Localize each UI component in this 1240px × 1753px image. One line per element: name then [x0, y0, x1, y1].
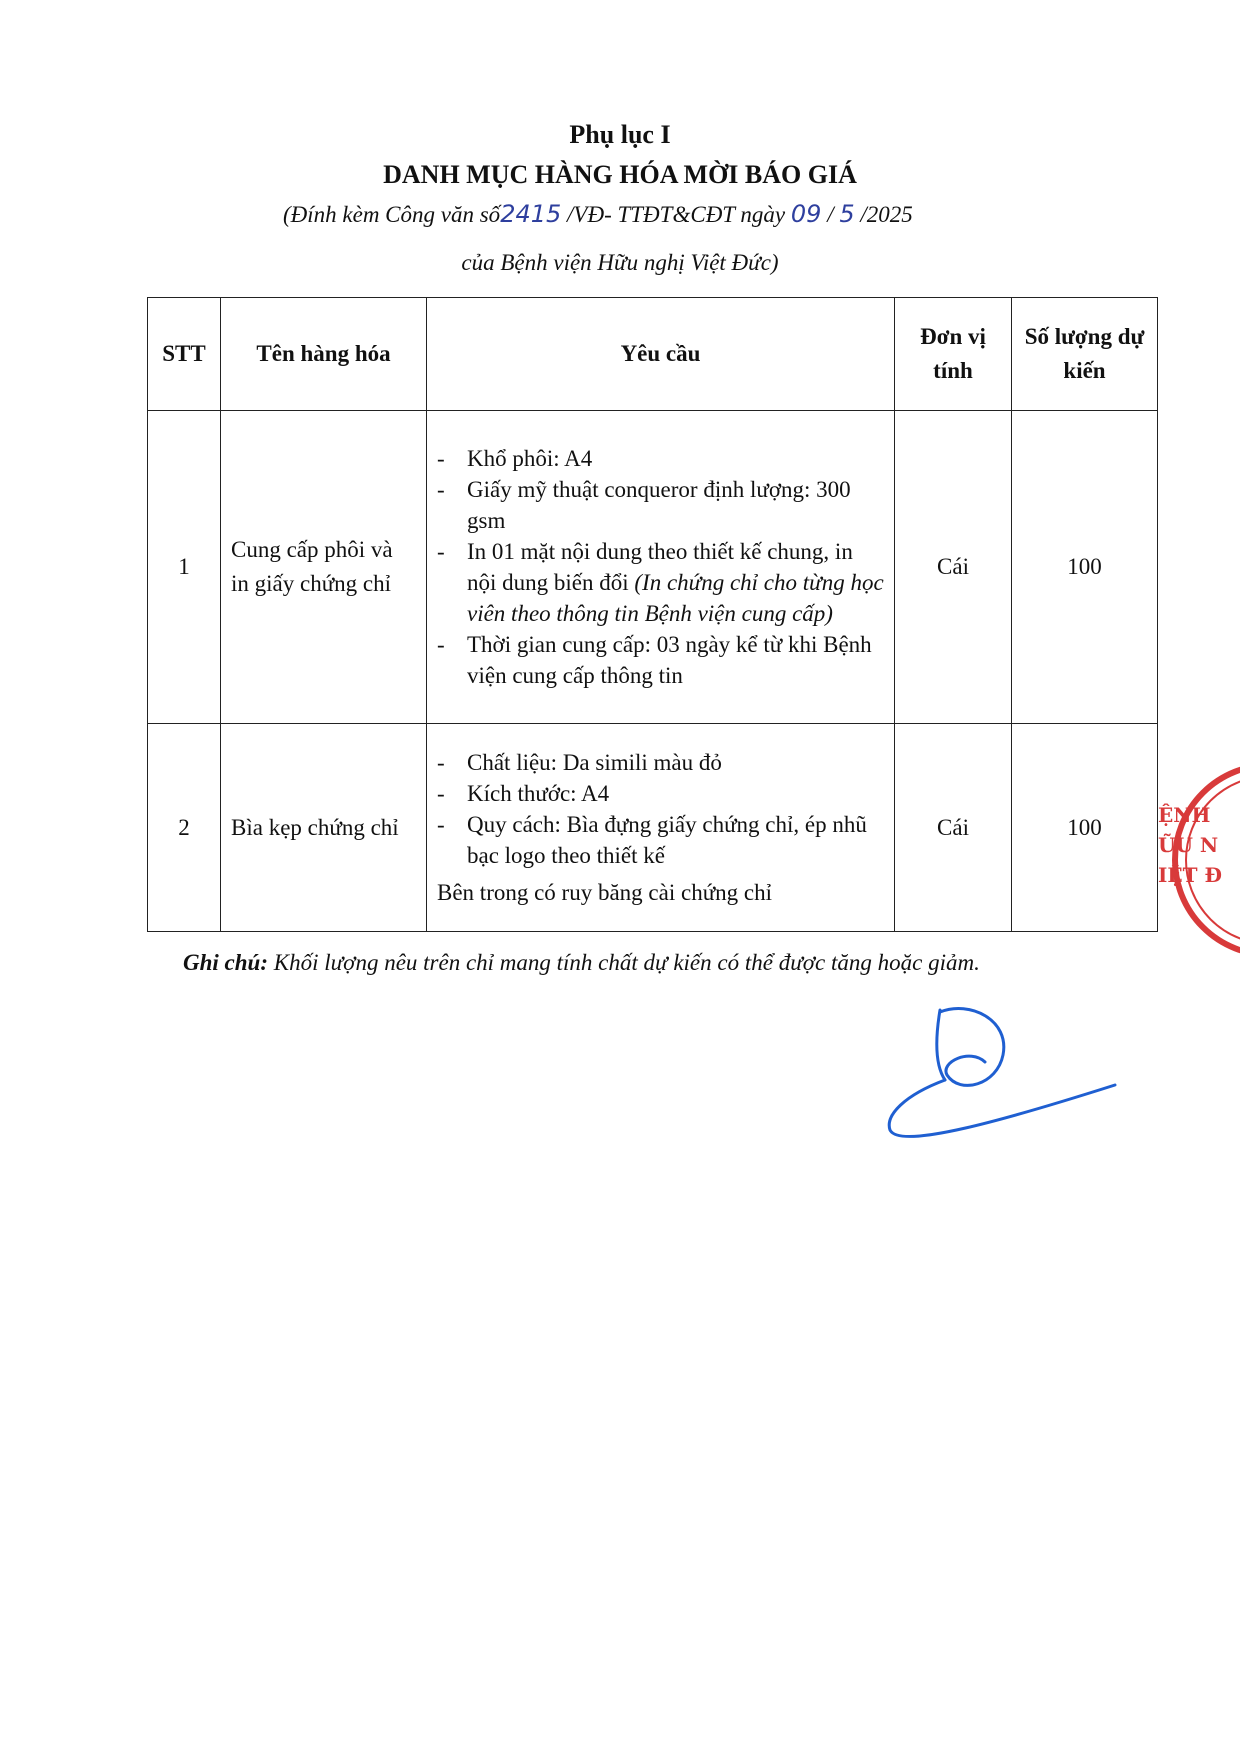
requirement-item: - Thời gian cung cấp: 03 ngày kể từ khi Bệnh viện cung cấp thông tin [437, 629, 884, 691]
red-seal-stamp [1150, 730, 1240, 970]
table-header-row [148, 298, 1158, 411]
col-header-unit: Đơn vị tính [895, 298, 1012, 411]
requirement-extra: Bên trong có ruy băng cài chứng chỉ [437, 880, 773, 905]
row-name: Bìa kẹp chứng chỉ [221, 724, 427, 932]
goods-table [147, 297, 1158, 932]
seal-line: ỆNH [1158, 803, 1211, 827]
document-title: DANH MỤC HÀNG HÓA MỜI BÁO GIÁ [383, 160, 857, 189]
ref-year: /2025 [860, 202, 913, 227]
requirement-item: - Chất liệu: Da simili màu đỏ [437, 747, 884, 778]
row-name: Cung cấp phôi và in giấy chứng chỉ [221, 411, 427, 724]
ref-sep: / [827, 202, 834, 227]
requirement-item: - Kích thước: A4 [437, 778, 884, 809]
col-header-requirements: Yêu cầu [427, 298, 895, 411]
seal-line: ỮU N [1158, 833, 1219, 857]
row-requirements [427, 411, 895, 724]
requirement-italic-note: (In chứng chỉ cho từng học viên theo thông tin Bệnh viện cung cấp) [467, 570, 884, 626]
ref-middle: /VĐ- TTĐT&CĐT ngày [567, 202, 786, 227]
signature-icon [885, 1000, 1125, 1150]
row-unit: Cái [895, 724, 1012, 932]
requirement-text: In 01 mặt nội dung theo thiết kế chung, in nội dung biến đổi [467, 539, 853, 595]
table-row [148, 724, 1158, 932]
requirement-item: - Khổ phôi: A4 [437, 443, 884, 474]
reference-line [283, 200, 913, 228]
footnote [183, 950, 980, 976]
handwritten-signature [885, 1000, 1125, 1150]
ref-number: 2415 [500, 200, 562, 228]
row-requirements [427, 724, 895, 932]
row-quantity: 100 [1012, 411, 1158, 724]
row-quantity: 100 [1012, 724, 1158, 932]
col-header-stt: STT [148, 298, 221, 411]
table-row [148, 411, 1158, 724]
row-stt: 1 [148, 411, 221, 724]
row-stt: 2 [148, 724, 221, 932]
footnote-label: Ghi chú: [183, 950, 268, 975]
seal-text [1158, 800, 1222, 890]
ref-day: 09 [790, 200, 822, 228]
col-header-quantity: Số lượng dự kiến [1012, 298, 1158, 411]
ref-month: 5 [839, 200, 855, 228]
appendix-label: Phụ lục I [569, 120, 671, 149]
footnote-text: Khối lượng nêu trên chỉ mang tính chất dự kiến có thể được tăng hoặc giảm. [273, 950, 980, 975]
col-header-name: Tên hàng hóa [221, 298, 427, 411]
requirement-item: - Giấy mỹ thuật conqueror định lượng: 300 gsm [437, 474, 884, 536]
ref-prefix: (Đính kèm Công văn số [283, 202, 501, 227]
requirement-item [437, 536, 884, 629]
issuer-line: của Bệnh viện Hữu nghị Việt Đức) [461, 250, 779, 275]
row-unit: Cái [895, 411, 1012, 724]
seal-line: IỆT Đ [1158, 863, 1222, 887]
requirement-item: - Quy cách: Bìa đựng giấy chứng chỉ, ép nhũ bạc logo theo thiết kế [437, 809, 884, 871]
